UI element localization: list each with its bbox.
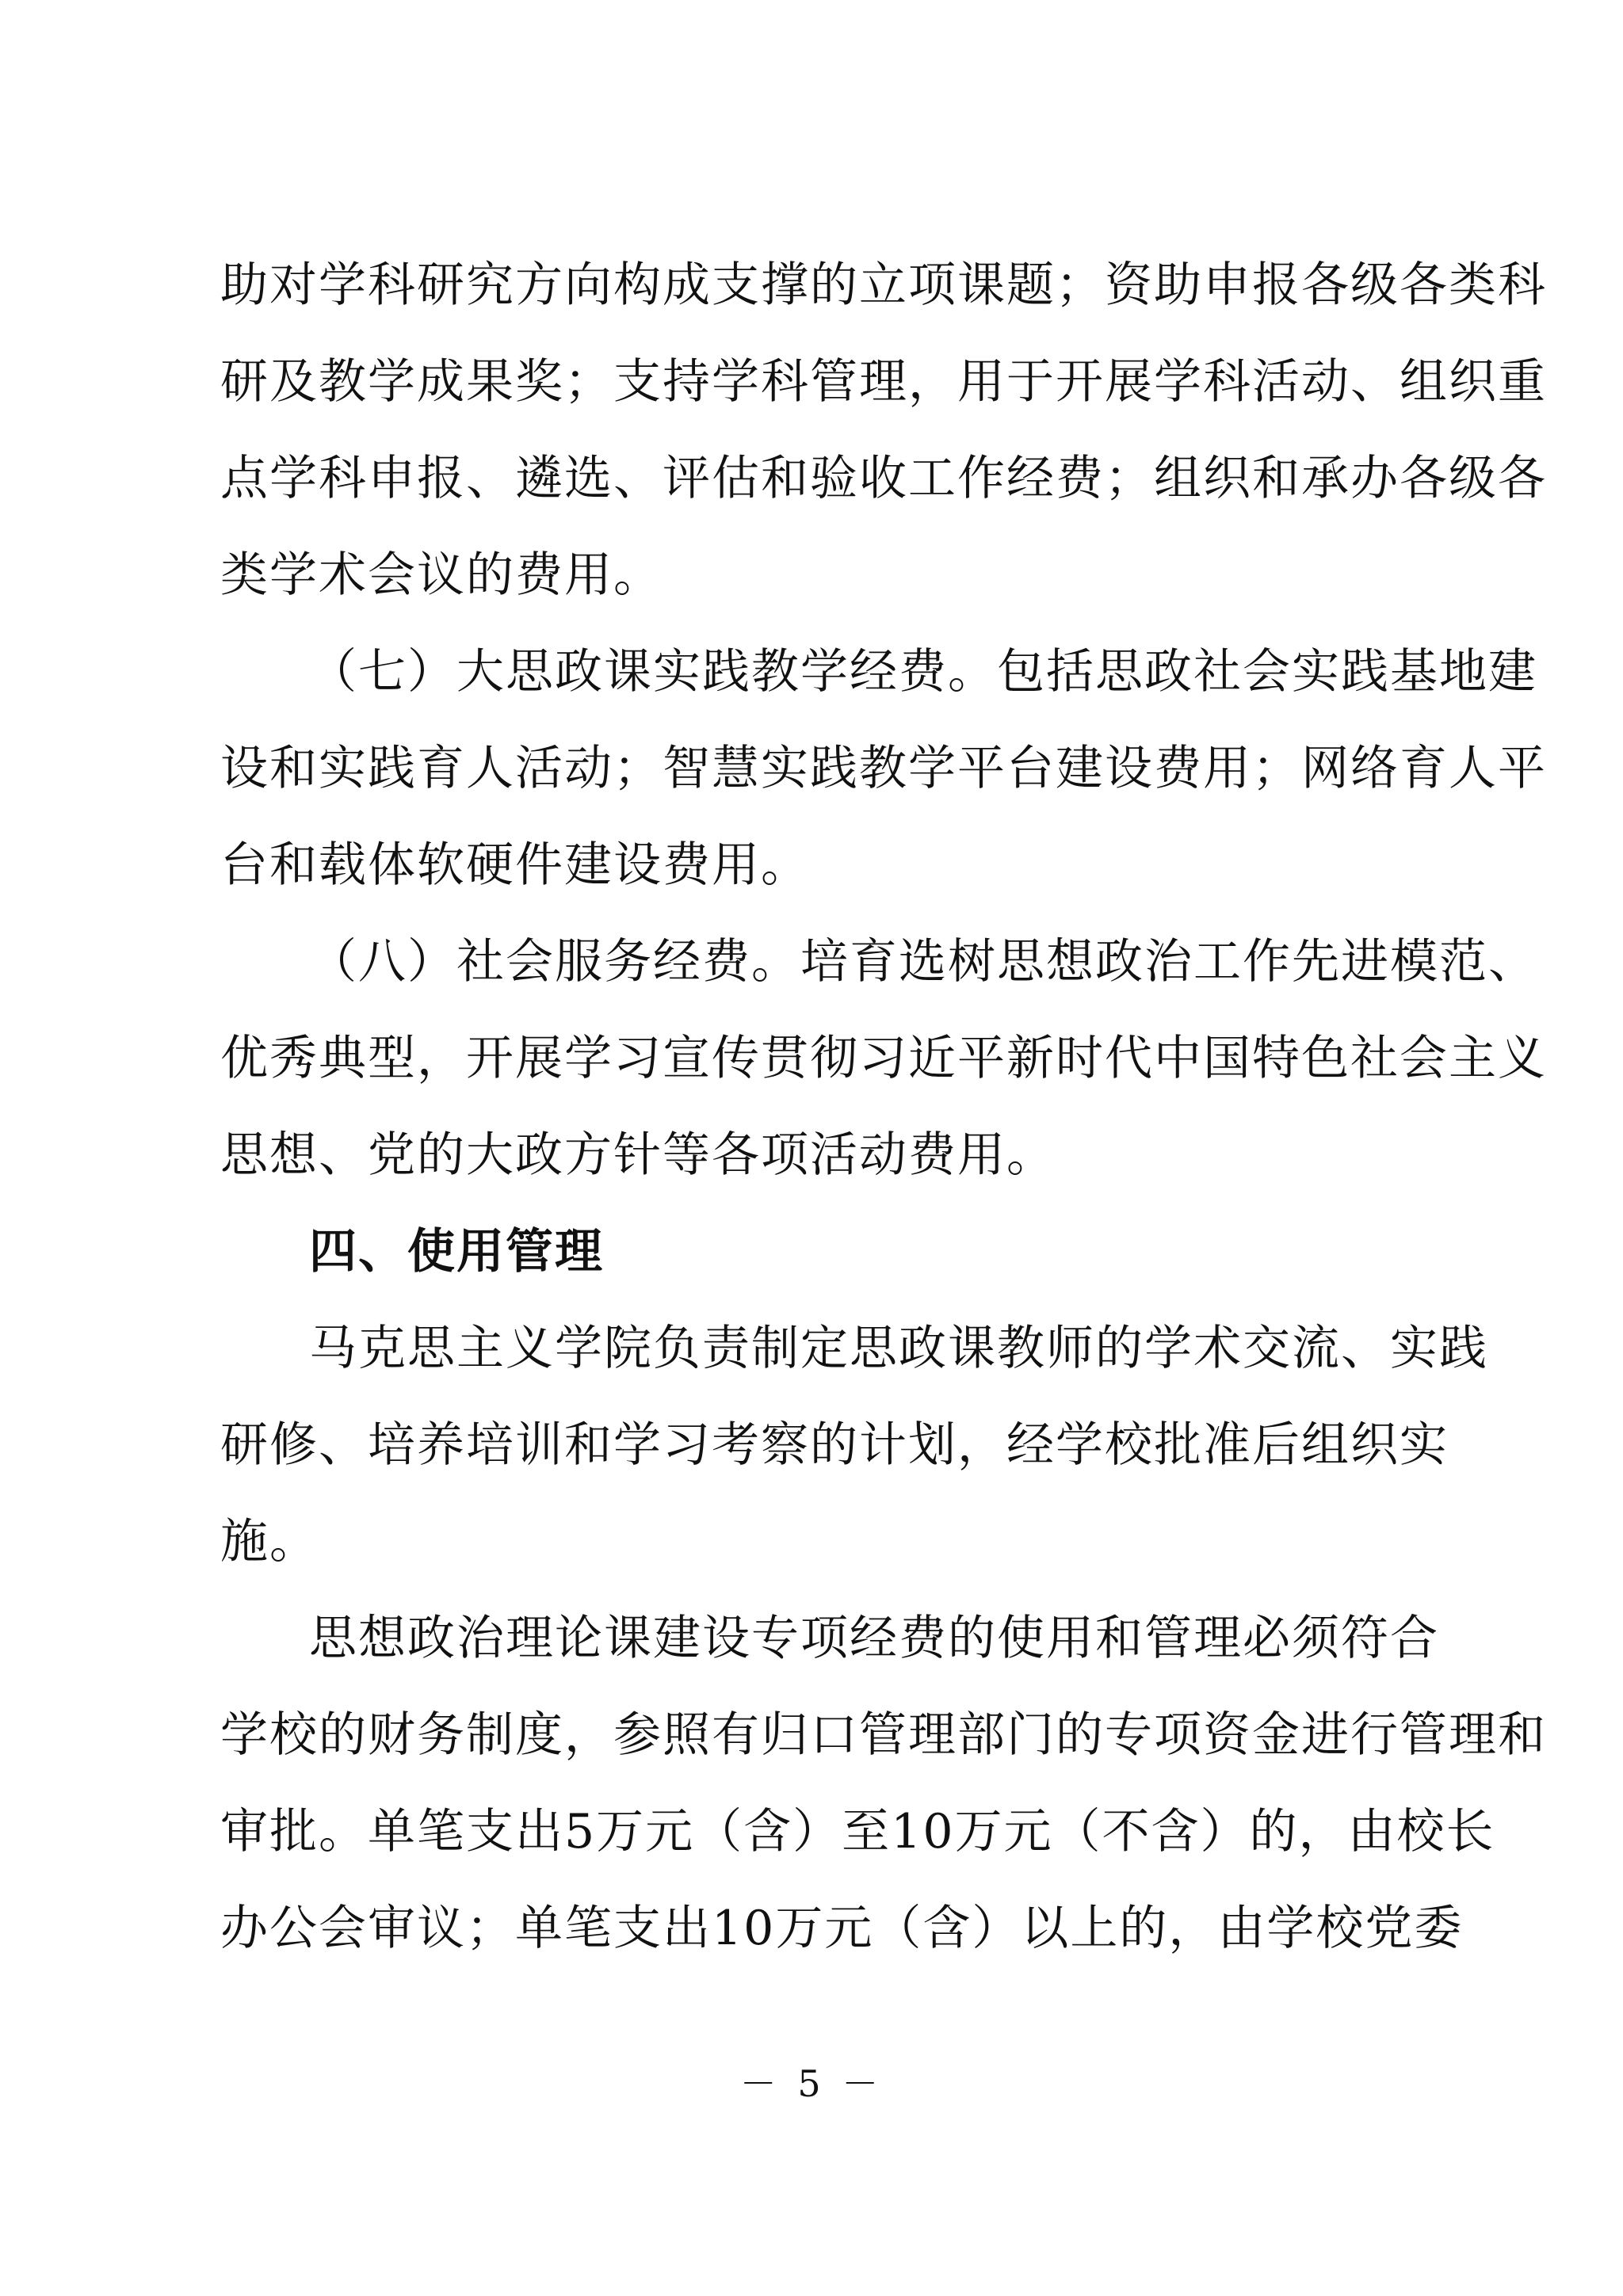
paragraph-4-line-3: 施。 [220,1514,319,1569]
paragraph-1-line-3: 点学科申报、遴选、评估和验收工作经费；组织和承办各级各 [220,451,1547,506]
paragraph-3-line-3: 思想、党的大政方针等各项活动费用。 [220,1127,1056,1183]
paragraph-3-line-2: 优秀典型，开展学习宣传贯彻习近平新时代中国特色社会主义 [220,1031,1547,1086]
paragraph-2-line-2: 设和实践育人活动；智慧实践教学平台建设费用；网络育人平 [220,741,1547,796]
paragraph-5-line-1: 思想政治理论课建设专项经费的使用和管理必须符合 [309,1611,1439,1666]
paragraph-4-line-2: 研修、培养培训和学习考察的计划，经学校批准后组织实 [220,1417,1449,1473]
page-number: － 5 － [739,2062,884,2105]
paragraph-1-line-2: 研及教学成果奖；支持学科管理，用于开展学科活动、组织重 [220,354,1547,410]
paragraph-2-line-3: 台和载体软硬件建设费用。 [220,837,810,893]
paragraph-4-line-1: 马克思主义学院负责制定思政课教师的学术交流、实践 [309,1321,1488,1376]
paragraph-5-line-4: 办公会审议；单笔支出10万元（含）以上的，由学校党委 [220,1901,1464,1956]
paragraph-3-line-1: （八）社会服务经费。培育选树思想政治工作先进模范、 [309,934,1537,990]
paragraph-1-line-4: 类学术会议的费用。 [220,547,663,603]
paragraph-2-line-1: （七）大思政课实践教学经费。包括思政社会实践基地建 [309,644,1537,700]
paragraph-5-line-2: 学校的财务制度，参照有归口管理部门的专项资金进行管理和 [220,1707,1547,1763]
paragraph-1-line-1: 助对学科研究方向构成支撑的立项课题；资助申报各级各类科 [220,257,1547,313]
section-heading: 四、使用管理 [309,1224,604,1280]
paragraph-5-line-3: 审批。单笔支出5万元（含）至10万元（不含）的，由校长 [220,1804,1495,1859]
